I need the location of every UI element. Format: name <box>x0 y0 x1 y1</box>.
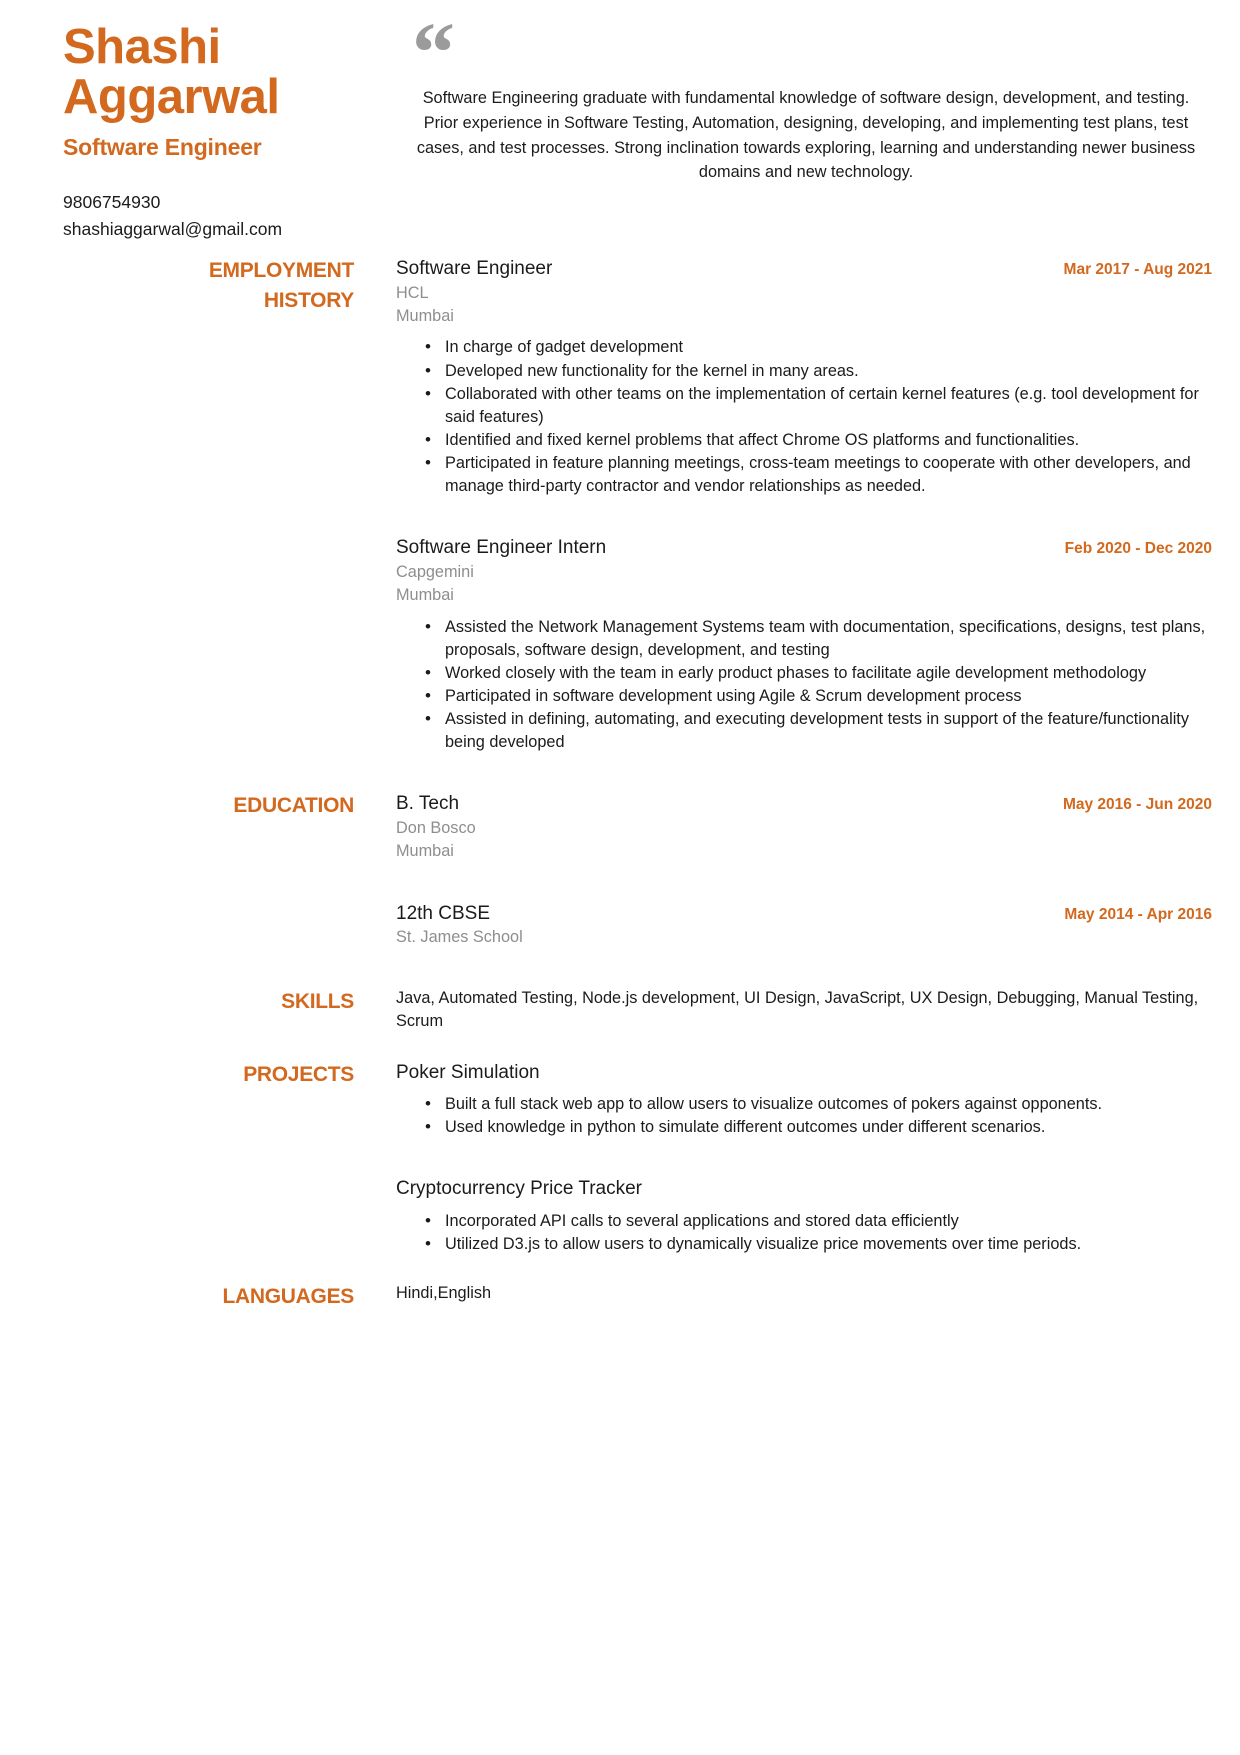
contact-block <box>63 189 400 242</box>
education-entries <box>396 791 1240 949</box>
candidate-name <box>63 22 400 123</box>
list-item: • Utilized D3.js to allow users to dynamically visualize price movements over time periods. <box>425 1233 1212 1256</box>
list-item: • Developed new functionality for the kernel in many areas. <box>425 360 1212 383</box>
list-item: • Worked closely with the team in early product phases to facilitate agile development methodology <box>425 662 1212 685</box>
section-employment-history <box>0 256 1240 754</box>
section-title-languages: LANGUAGES <box>222 1285 354 1309</box>
languages-text: Hindi,English <box>396 1284 492 1303</box>
employment-entry <box>396 256 1212 498</box>
list-item: • Participated in software development using Agile & Scrum development process <box>425 685 1212 708</box>
education-entry-head <box>396 791 1212 817</box>
project-name: Poker Simulation <box>396 1061 540 1083</box>
employment-entry-head <box>396 256 1212 282</box>
section-title-employment <box>0 256 354 316</box>
employment-date-range: Mar 2017 - Aug 2021 <box>1063 261 1212 279</box>
list-item: • Built a full stack web app to allow users to visualize outcomes of pokers against opponents. <box>425 1093 1212 1116</box>
section-education <box>0 791 1240 949</box>
section-skills <box>0 987 1240 1034</box>
resume-header <box>0 0 1240 242</box>
employment-entry-head <box>396 535 1212 561</box>
contact-phone: 9806754930 <box>63 191 161 212</box>
section-title-education: EDUCATION <box>233 794 354 818</box>
list-item: • Identified and fixed kernel problems that affect Chrome OS platforms and functionalities. <box>425 429 1212 452</box>
section-languages <box>0 1282 1240 1312</box>
skills-body <box>396 987 1240 1034</box>
employment-job-title: Software Engineer <box>396 258 553 280</box>
list-item: • In charge of gadget development <box>425 336 1212 359</box>
list-item: • Collaborated with other teams on the implementation of certain kernel features (e.g. tool development for said features) <box>425 383 1212 429</box>
list-item: • Participated in feature planning meetings, cross-team meetings to cooperate with other developers, and manage third-party contractor and vendor relationships as needed. <box>425 452 1212 498</box>
employment-location: Mumbai <box>396 307 454 326</box>
list-item: • Used knowledge in python to simulate different outcomes under different scenarios. <box>425 1116 1212 1139</box>
skills-label-col <box>0 987 396 1017</box>
education-location: Mumbai <box>396 842 454 861</box>
education-entry-head <box>396 901 1212 927</box>
education-entry <box>396 901 1212 950</box>
project-entry <box>396 1060 1212 1140</box>
section-title-projects: PROJECTS <box>243 1062 354 1086</box>
employment-date-range: Feb 2020 - Dec 2020 <box>1064 540 1212 558</box>
education-date-range: May 2016 - Jun 2020 <box>1062 796 1212 814</box>
employment-job-title: Software Engineer Intern <box>396 537 607 559</box>
projects-label-col <box>0 1060 396 1090</box>
candidate-first-name: Shashi <box>63 20 221 74</box>
employment-location: Mumbai <box>396 586 454 605</box>
employment-entries <box>396 256 1240 754</box>
project-entry <box>396 1176 1212 1256</box>
list-item: • Assisted the Network Management Systems team with documentation, specifications, designs, test plans, proposals, software design, development, and testing <box>425 616 1212 662</box>
employment-entry <box>396 535 1212 754</box>
section-title-skills: SKILLS <box>281 989 354 1013</box>
header-summary-block <box>400 0 1240 185</box>
list-item: • Incorporated API calls to several applications and stored data efficiently <box>425 1210 1212 1233</box>
education-school: Don Bosco <box>396 819 476 838</box>
candidate-job-title: Software Engineer <box>63 133 262 160</box>
employment-company: Capgemini <box>396 562 474 581</box>
employment-label-line1: EMPLOYMENT <box>208 259 354 283</box>
profile-summary: Software Engineering graduate with fundamental knowledge of software design, development, and testing. Prior experience in Software Testing, Automation, designing, developing, and implementing test plans, test cases, and test processes. Strong inclination towards exploring, learning and understanding newer business domains and new technology. <box>416 89 1196 182</box>
education-degree: 12th CBSE <box>396 902 490 924</box>
languages-label-col <box>0 1282 396 1312</box>
education-entry <box>396 791 1212 863</box>
section-projects <box>0 1060 1240 1257</box>
list-item: • Assisted in defining, automating, and executing development tests in support of the feature/functionality being developed <box>425 708 1212 754</box>
employment-company: HCL <box>396 283 429 302</box>
languages-body <box>396 1282 1240 1305</box>
header-identity-block <box>0 0 400 242</box>
contact-email: shashiaggarwal@gmail.com <box>63 218 283 239</box>
employment-bullet-list <box>396 336 1212 498</box>
candidate-last-name: Aggarwal <box>63 70 280 125</box>
quote-icon: “ <box>412 4 455 100</box>
employment-label-line2: HISTORY <box>263 288 354 312</box>
education-school: St. James School <box>396 928 523 947</box>
project-name: Cryptocurrency Price Tracker <box>396 1178 643 1200</box>
education-degree: B. Tech <box>396 793 460 815</box>
employment-bullet-list <box>396 616 1212 755</box>
project-bullet-list <box>396 1210 1212 1256</box>
skills-text: Java, Automated Testing, Node.js development, UI Design, JavaScript, UX Design, Debugging, Manual Testing, Scrum <box>396 988 1199 1031</box>
project-bullet-list <box>396 1093 1212 1139</box>
projects-body <box>396 1060 1240 1257</box>
employment-label-col <box>0 256 396 316</box>
education-date-range: May 2014 - Apr 2016 <box>1064 905 1212 923</box>
education-label-col <box>0 791 396 821</box>
